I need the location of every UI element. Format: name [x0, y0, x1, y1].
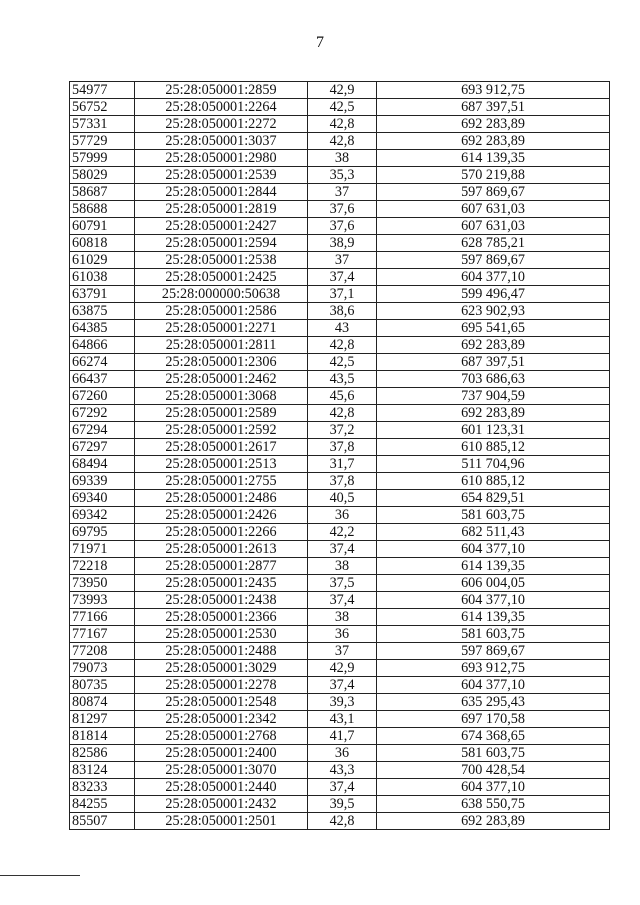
object-number-cell: 61038	[70, 269, 135, 286]
price-cell: 628 785,21	[377, 235, 610, 252]
price-cell: 597 869,67	[377, 643, 610, 660]
price-cell: 682 511,43	[377, 524, 610, 541]
area-cell: 37,8	[308, 473, 377, 490]
table-row	[70, 388, 610, 405]
area-cell: 39,5	[308, 796, 377, 813]
cadastral-number-cell: 25:28:050001:2589	[135, 405, 308, 422]
object-number-cell: 77208	[70, 643, 135, 660]
area-cell: 37,4	[308, 677, 377, 694]
object-number-cell: 57331	[70, 116, 135, 133]
area-cell: 37,4	[308, 269, 377, 286]
object-number-cell: 67260	[70, 388, 135, 405]
price-cell: 511 704,96	[377, 456, 610, 473]
cadastral-number-cell: 25:28:050001:2980	[135, 150, 308, 167]
area-cell: 37,4	[308, 779, 377, 796]
table-row	[70, 235, 610, 252]
registry-table	[69, 81, 610, 830]
cadastral-number-cell: 25:28:050001:2278	[135, 677, 308, 694]
table-row	[70, 252, 610, 269]
cadastral-number-cell: 25:28:050001:2592	[135, 422, 308, 439]
cadastral-number-cell: 25:28:050001:2530	[135, 626, 308, 643]
object-number-cell: 69342	[70, 507, 135, 524]
table-row	[70, 201, 610, 218]
table-row	[70, 405, 610, 422]
object-number-cell: 73950	[70, 575, 135, 592]
object-number-cell: 54977	[70, 82, 135, 99]
area-cell: 40,5	[308, 490, 377, 507]
object-number-cell: 83124	[70, 762, 135, 779]
cadastral-number-cell: 25:28:050001:2548	[135, 694, 308, 711]
object-number-cell: 69340	[70, 490, 135, 507]
table-row	[70, 456, 610, 473]
table-row	[70, 694, 610, 711]
area-cell: 43,1	[308, 711, 377, 728]
price-cell: 581 603,75	[377, 745, 610, 762]
area-cell: 37	[308, 252, 377, 269]
price-cell: 581 603,75	[377, 626, 610, 643]
table-row	[70, 133, 610, 150]
table-row	[70, 82, 610, 99]
area-cell: 42,8	[308, 116, 377, 133]
price-cell: 692 283,89	[377, 813, 610, 830]
object-number-cell: 64385	[70, 320, 135, 337]
cadastral-number-cell: 25:28:050001:2755	[135, 473, 308, 490]
cadastral-number-cell: 25:28:050001:2435	[135, 575, 308, 592]
table-row	[70, 422, 610, 439]
price-cell: 695 541,65	[377, 320, 610, 337]
area-cell: 39,3	[308, 694, 377, 711]
area-cell: 36	[308, 745, 377, 762]
price-cell: 693 912,75	[377, 82, 610, 99]
object-number-cell: 57729	[70, 133, 135, 150]
table-row	[70, 643, 610, 660]
area-cell: 37,6	[308, 218, 377, 235]
area-cell: 45,6	[308, 388, 377, 405]
cadastral-number-cell: 25:28:050001:2859	[135, 82, 308, 99]
table-row	[70, 269, 610, 286]
object-number-cell: 61029	[70, 252, 135, 269]
cadastral-number-cell: 25:28:050001:2306	[135, 354, 308, 371]
area-cell: 35,3	[308, 167, 377, 184]
area-cell: 43,3	[308, 762, 377, 779]
object-number-cell: 63875	[70, 303, 135, 320]
price-cell: 610 885,12	[377, 439, 610, 456]
area-cell: 38	[308, 609, 377, 626]
price-cell: 604 377,10	[377, 269, 610, 286]
price-cell: 674 368,65	[377, 728, 610, 745]
price-cell: 692 283,89	[377, 337, 610, 354]
area-cell: 36	[308, 626, 377, 643]
area-cell: 42,5	[308, 354, 377, 371]
registry-table-body	[70, 82, 610, 830]
cadastral-number-cell: 25:28:050001:2877	[135, 558, 308, 575]
table-row	[70, 779, 610, 796]
object-number-cell: 69339	[70, 473, 135, 490]
cadastral-number-cell: 25:28:050001:2844	[135, 184, 308, 201]
area-cell: 37,5	[308, 575, 377, 592]
area-cell: 43	[308, 320, 377, 337]
object-number-cell: 67292	[70, 405, 135, 422]
object-number-cell: 60791	[70, 218, 135, 235]
table-row	[70, 439, 610, 456]
object-number-cell: 60818	[70, 235, 135, 252]
table-row	[70, 354, 610, 371]
cadastral-number-cell: 25:28:050001:3070	[135, 762, 308, 779]
area-cell: 42,9	[308, 660, 377, 677]
area-cell: 42,8	[308, 405, 377, 422]
area-cell: 42,8	[308, 133, 377, 150]
price-cell: 614 139,35	[377, 150, 610, 167]
area-cell: 42,8	[308, 337, 377, 354]
table-row	[70, 320, 610, 337]
cadastral-number-cell: 25:28:050001:2425	[135, 269, 308, 286]
object-number-cell: 80874	[70, 694, 135, 711]
cadastral-number-cell: 25:28:050001:2426	[135, 507, 308, 524]
table-row	[70, 286, 610, 303]
price-cell: 693 912,75	[377, 660, 610, 677]
cadastral-number-cell: 25:28:050001:2501	[135, 813, 308, 830]
price-cell: 601 123,31	[377, 422, 610, 439]
price-cell: 692 283,89	[377, 133, 610, 150]
table-row	[70, 490, 610, 507]
object-number-cell: 67297	[70, 439, 135, 456]
cadastral-number-cell: 25:28:050001:2266	[135, 524, 308, 541]
object-number-cell: 72218	[70, 558, 135, 575]
table-row	[70, 728, 610, 745]
area-cell: 42,2	[308, 524, 377, 541]
area-cell: 37,8	[308, 439, 377, 456]
price-cell: 607 631,03	[377, 201, 610, 218]
area-cell: 38,9	[308, 235, 377, 252]
price-cell: 599 496,47	[377, 286, 610, 303]
cadastral-number-cell: 25:28:050001:3029	[135, 660, 308, 677]
table-row	[70, 507, 610, 524]
area-cell: 37	[308, 643, 377, 660]
table-row	[70, 796, 610, 813]
object-number-cell: 64866	[70, 337, 135, 354]
price-cell: 597 869,67	[377, 184, 610, 201]
price-cell: 692 283,89	[377, 405, 610, 422]
table-row	[70, 167, 610, 184]
price-cell: 607 631,03	[377, 218, 610, 235]
table-row	[70, 609, 610, 626]
price-cell: 614 139,35	[377, 609, 610, 626]
table-row	[70, 218, 610, 235]
cadastral-number-cell: 25:28:050001:2613	[135, 541, 308, 558]
object-number-cell: 81814	[70, 728, 135, 745]
price-cell: 703 686,63	[377, 371, 610, 388]
table-row	[70, 677, 610, 694]
object-number-cell: 58029	[70, 167, 135, 184]
area-cell: 42,9	[308, 82, 377, 99]
cadastral-number-cell: 25:28:050001:2811	[135, 337, 308, 354]
area-cell: 41,7	[308, 728, 377, 745]
cadastral-number-cell: 25:28:050001:2438	[135, 592, 308, 609]
table-row	[70, 660, 610, 677]
object-number-cell: 83233	[70, 779, 135, 796]
object-number-cell: 71971	[70, 541, 135, 558]
table-row	[70, 473, 610, 490]
price-cell: 604 377,10	[377, 779, 610, 796]
price-cell: 623 902,93	[377, 303, 610, 320]
cadastral-number-cell: 25:28:050001:2271	[135, 320, 308, 337]
table-row	[70, 813, 610, 830]
cadastral-number-cell: 25:28:050001:2462	[135, 371, 308, 388]
cadastral-number-cell: 25:28:050001:2617	[135, 439, 308, 456]
area-cell: 38,6	[308, 303, 377, 320]
area-cell: 37,6	[308, 201, 377, 218]
area-cell: 38	[308, 558, 377, 575]
object-number-cell: 57999	[70, 150, 135, 167]
object-number-cell: 81297	[70, 711, 135, 728]
cadastral-number-cell: 25:28:050001:2432	[135, 796, 308, 813]
area-cell: 38	[308, 150, 377, 167]
price-cell: 604 377,10	[377, 541, 610, 558]
area-cell: 42,5	[308, 99, 377, 116]
object-number-cell: 56752	[70, 99, 135, 116]
cadastral-number-cell: 25:28:000000:50638	[135, 286, 308, 303]
object-number-cell: 79073	[70, 660, 135, 677]
table-row	[70, 575, 610, 592]
area-cell: 43,5	[308, 371, 377, 388]
price-cell: 692 283,89	[377, 116, 610, 133]
object-number-cell: 85507	[70, 813, 135, 830]
cadastral-number-cell: 25:28:050001:3037	[135, 133, 308, 150]
table-row	[70, 711, 610, 728]
table-row	[70, 626, 610, 643]
table-row	[70, 745, 610, 762]
cadastral-number-cell: 25:28:050001:2272	[135, 116, 308, 133]
object-number-cell: 77167	[70, 626, 135, 643]
table-row	[70, 303, 610, 320]
table-row	[70, 184, 610, 201]
cadastral-number-cell: 25:28:050001:2768	[135, 728, 308, 745]
price-cell: 654 829,51	[377, 490, 610, 507]
price-cell: 638 550,75	[377, 796, 610, 813]
footnote-divider	[0, 875, 80, 876]
object-number-cell: 66437	[70, 371, 135, 388]
cadastral-number-cell: 25:28:050001:2440	[135, 779, 308, 796]
table-row	[70, 150, 610, 167]
price-cell: 687 397,51	[377, 354, 610, 371]
price-cell: 581 603,75	[377, 507, 610, 524]
area-cell: 37,4	[308, 541, 377, 558]
object-number-cell: 77166	[70, 609, 135, 626]
table-row	[70, 592, 610, 609]
price-cell: 614 139,35	[377, 558, 610, 575]
price-cell: 604 377,10	[377, 677, 610, 694]
object-number-cell: 84255	[70, 796, 135, 813]
area-cell: 37,1	[308, 286, 377, 303]
cadastral-number-cell: 25:28:050001:2400	[135, 745, 308, 762]
price-cell: 737 904,59	[377, 388, 610, 405]
table-row	[70, 558, 610, 575]
area-cell: 36	[308, 507, 377, 524]
table-row	[70, 541, 610, 558]
cadastral-number-cell: 25:28:050001:2342	[135, 711, 308, 728]
object-number-cell: 68494	[70, 456, 135, 473]
price-cell: 700 428,54	[377, 762, 610, 779]
price-cell: 604 377,10	[377, 592, 610, 609]
price-cell: 597 869,67	[377, 252, 610, 269]
cadastral-number-cell: 25:28:050001:2488	[135, 643, 308, 660]
object-number-cell: 82586	[70, 745, 135, 762]
price-cell: 687 397,51	[377, 99, 610, 116]
cadastral-number-cell: 25:28:050001:2538	[135, 252, 308, 269]
area-cell: 37,4	[308, 592, 377, 609]
object-number-cell: 66274	[70, 354, 135, 371]
cadastral-number-cell: 25:28:050001:3068	[135, 388, 308, 405]
object-number-cell: 80735	[70, 677, 135, 694]
cadastral-number-cell: 25:28:050001:2513	[135, 456, 308, 473]
object-number-cell: 73993	[70, 592, 135, 609]
price-cell: 635 295,43	[377, 694, 610, 711]
object-number-cell: 58688	[70, 201, 135, 218]
cadastral-number-cell: 25:28:050001:2586	[135, 303, 308, 320]
object-number-cell: 67294	[70, 422, 135, 439]
area-cell: 37	[308, 184, 377, 201]
page-number: 7	[316, 34, 324, 51]
table-row	[70, 337, 610, 354]
cadastral-number-cell: 25:28:050001:2539	[135, 167, 308, 184]
price-cell: 606 004,05	[377, 575, 610, 592]
cadastral-number-cell: 25:28:050001:2264	[135, 99, 308, 116]
object-number-cell: 58687	[70, 184, 135, 201]
object-number-cell: 69795	[70, 524, 135, 541]
area-cell: 42,8	[308, 813, 377, 830]
cadastral-number-cell: 25:28:050001:2366	[135, 609, 308, 626]
table-row	[70, 762, 610, 779]
cadastral-number-cell: 25:28:050001:2819	[135, 201, 308, 218]
price-cell: 570 219,88	[377, 167, 610, 184]
table-row	[70, 524, 610, 541]
table-row	[70, 99, 610, 116]
area-cell: 37,2	[308, 422, 377, 439]
cadastral-number-cell: 25:28:050001:2486	[135, 490, 308, 507]
cadastral-number-cell: 25:28:050001:2427	[135, 218, 308, 235]
price-cell: 610 885,12	[377, 473, 610, 490]
cadastral-number-cell: 25:28:050001:2594	[135, 235, 308, 252]
area-cell: 31,7	[308, 456, 377, 473]
table-row	[70, 371, 610, 388]
table-row	[70, 116, 610, 133]
price-cell: 697 170,58	[377, 711, 610, 728]
object-number-cell: 63791	[70, 286, 135, 303]
